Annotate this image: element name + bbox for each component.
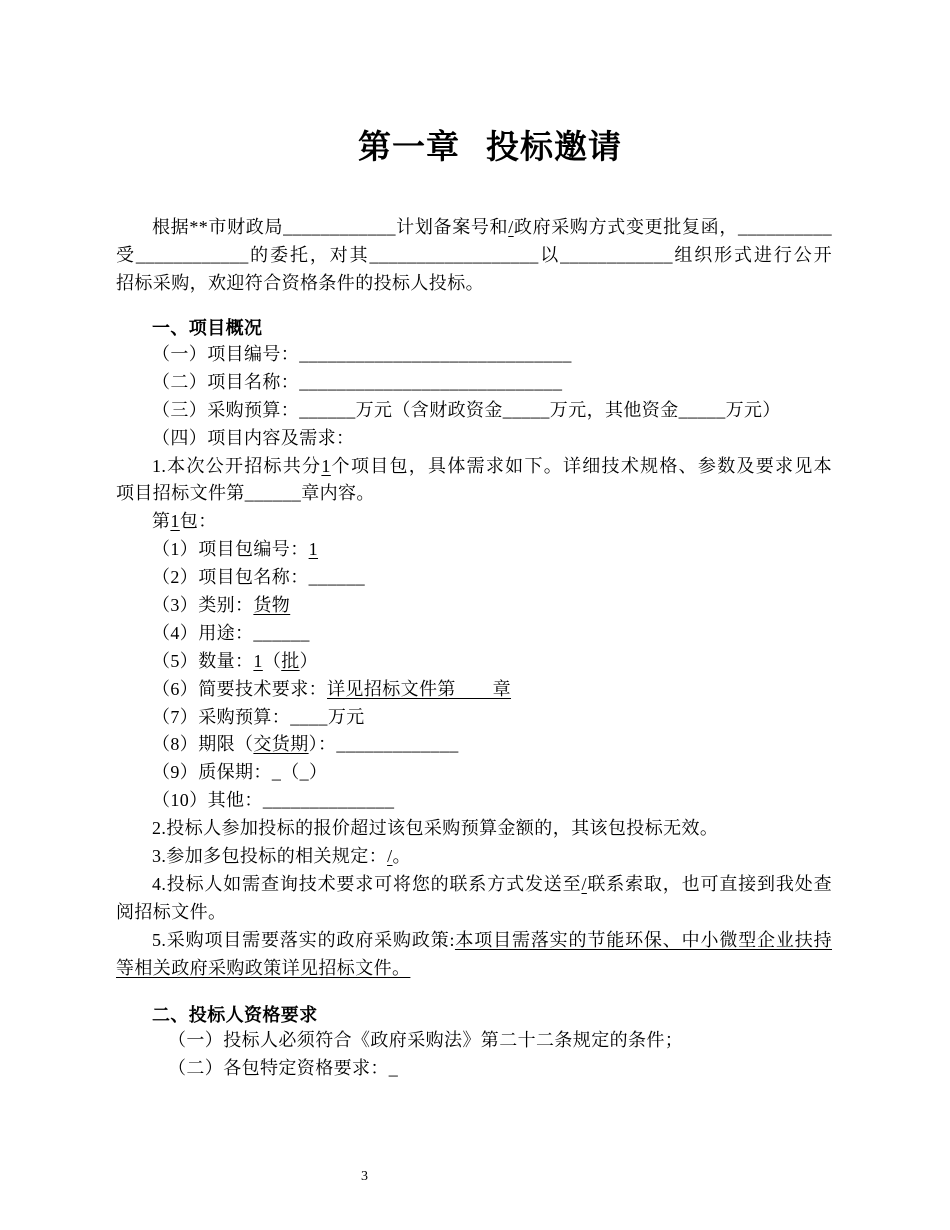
item-label-end: ）： (308, 734, 337, 755)
policy-text: 本项目需落实的节能环保、中小微型企业扶持 (454, 929, 833, 950)
item-marker: （10） (152, 790, 208, 811)
contact-address-value: / (581, 873, 587, 894)
requirement-text: 4.投标人如需查询技术要求可将您的联系方式发送至 (152, 873, 582, 894)
package-prefix: 第 (152, 511, 171, 532)
chapter-heading: 投标邀请 (486, 128, 622, 165)
item-value: ______ (253, 622, 310, 643)
item-value: ______ (308, 567, 366, 588)
item-marker: （7） (152, 706, 199, 727)
invitation-text: 政府采购方式变更批复函，__________ (513, 217, 832, 237)
package-number: 1 (170, 511, 180, 532)
item-marker: （3） (152, 595, 199, 616)
item-label: 简要技术要求： (198, 678, 328, 699)
item-value: 1 (308, 539, 319, 560)
item-label: 质保期： (198, 762, 272, 783)
package-item-category (116, 592, 832, 620)
item-label: 其他： (207, 790, 263, 811)
item-marker: （1） (152, 539, 199, 560)
item-label: 数量： (198, 650, 254, 671)
procurement-budget-field: （三）采购预算：______万元（含财政资金_____万元，其他资金_____万元） (152, 399, 781, 420)
item-label: 期限（ (198, 734, 254, 755)
item-value: ______________ (262, 790, 395, 811)
item-label: 采购预算： (198, 706, 291, 727)
package-item-tech-requirements (116, 676, 832, 704)
invitation-line-1 (116, 214, 832, 242)
item-marker: （6） (152, 678, 199, 699)
package-item-number (116, 536, 832, 564)
item-label: 项目包名称： (198, 567, 309, 588)
requirement-text: 联系索取，也可直接到我处查 (586, 873, 832, 894)
item-unit: 万元 (327, 706, 365, 727)
item-unit: 批 (281, 650, 300, 671)
policy-text: 等相关政府采购政策详见招标文件。 (116, 957, 411, 978)
item-unit-open: （ (262, 650, 282, 671)
project-name-field: （二）项目名称：____________________________ (152, 371, 563, 392)
requirement-5 (116, 927, 832, 955)
invitation-paragraph (116, 214, 832, 298)
item-marker: （8） (152, 734, 199, 755)
invitation-line-3: 招标采购，欢迎符合资格条件的投标人投标。 (116, 272, 484, 293)
page-number: 3 (361, 1169, 368, 1184)
package-item-budget (116, 704, 832, 732)
project-number-field: （一）项目编号：_____________________________ (152, 344, 572, 364)
invitation-text: 根据**市财政局____________计划备案号和 (152, 217, 509, 237)
item-label: 类别： (198, 595, 254, 616)
project-content-heading: （四）项目内容及需求： (152, 427, 355, 448)
qualification-general: （一）投标人必须符合《政府采购法》第二十二条规定的条件； (168, 1030, 684, 1050)
chapter-title (116, 127, 864, 167)
package-item-purpose (116, 620, 832, 648)
package-item-name (116, 564, 832, 592)
item-marker: （2） (152, 567, 199, 588)
item-unit-close: ） (299, 650, 319, 671)
package-count: 1 (321, 455, 331, 476)
package-item-other (116, 787, 832, 815)
requirement-text: 1.本次公开招标共分 (152, 455, 322, 476)
filing-number-value: / (508, 217, 514, 237)
item-marker: （4） (152, 622, 199, 643)
section-bidder-qualifications (116, 1003, 832, 1083)
qualification-specific: （二）各包特定资格要求：_ (168, 1057, 399, 1078)
item-value: ____ (290, 706, 328, 727)
requirement-5-continued (116, 955, 832, 983)
requirement-2: 2.投标人参加投标的报价超过该包采购预算金额的，其该包投标无效。 (152, 818, 719, 839)
item-marker: （5） (152, 650, 199, 671)
item-label: 用途： (198, 622, 254, 643)
requirement-4-continued: 阅招标文件。 (116, 901, 227, 922)
requirement-3 (116, 843, 832, 871)
section-heading: 一、项目概况 (152, 318, 263, 338)
item-label: 项目包编号： (198, 539, 309, 560)
requirement-text: 3.参加多包投标的相关规定： (152, 846, 388, 867)
requirement-text: 5.采购项目需要落实的政府采购政策: (152, 929, 455, 950)
package-heading (116, 508, 832, 536)
item-value: 1 (253, 650, 263, 671)
section-heading: 二、投标人资格要求 (152, 1005, 318, 1025)
package-suffix: 包： (179, 511, 217, 532)
requirement-text: 个项目包，具体需求如下。详细技术规格、参数及要求见本 (330, 455, 832, 476)
package-item-quantity (116, 648, 832, 676)
requirement-text: 。 (392, 846, 411, 867)
item-value: _____________ (336, 734, 459, 755)
section-project-overview (116, 316, 832, 982)
item-term: 交货期 (253, 734, 309, 755)
multi-package-rule-value: / (387, 846, 393, 867)
requirement-1 (116, 453, 832, 481)
item-value: 详见招标文件第 章 (327, 678, 512, 699)
invitation-line-2: 受____________的委托，对其__________________以____________组织形式进行公开 (116, 244, 832, 265)
requirement-1-continued: 项目招标文件第______章内容。 (116, 483, 375, 504)
package-item-warranty (116, 759, 832, 787)
item-value: 货物 (253, 595, 291, 616)
chapter-label: 第一章 (358, 128, 460, 165)
item-marker: （9） (152, 762, 199, 783)
item-value: _（_） (271, 762, 328, 783)
requirement-4 (116, 871, 832, 899)
package-item-term (116, 731, 832, 759)
